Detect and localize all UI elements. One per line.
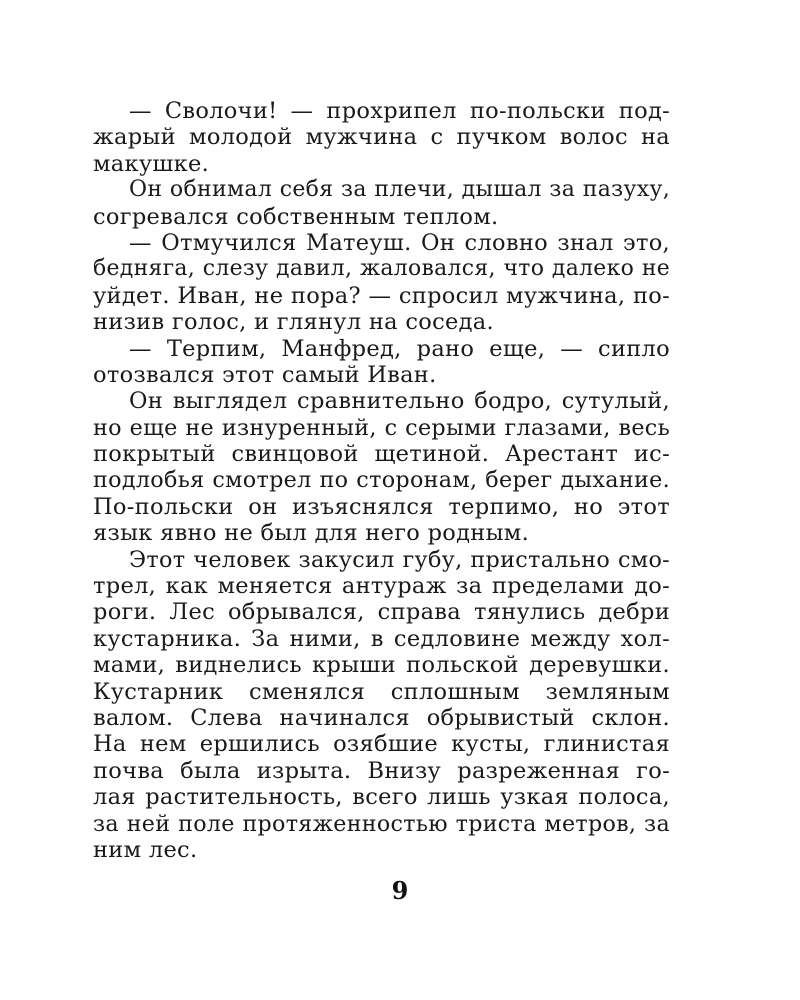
text-line: мами, виднелись крыши польской деревушки. — [93, 652, 670, 679]
text-line: — Отмучился Матеуш. Он словно знал это, — [129, 229, 670, 256]
text-line: отозвался этот самый Иван. — [93, 361, 437, 388]
paragraph — [93, 336, 670, 389]
text-line: подлобья смотрел по сторонам, берег дыхание. — [93, 467, 670, 494]
paragraph — [93, 177, 670, 230]
text-line: — Сволочи! — прохрипел по-польски под- — [129, 98, 670, 124]
paragraph — [93, 388, 670, 546]
text-line: согревался собственным теплом. — [93, 203, 499, 230]
text-line: Кустарник сменялся сплошным земляным — [93, 678, 670, 705]
text-line: покрытый свинцовой щетиной. Арестант ис- — [93, 441, 670, 468]
text-line: трел, как меняется антураж за пределами до- — [93, 573, 670, 600]
text-line: лая растительность, всего лишь узкая полоса, — [93, 784, 670, 811]
text-line: макушке. — [93, 150, 210, 177]
body-text — [93, 98, 670, 863]
text-line: бедняга, слезу давил, жаловался, что далеко не — [93, 256, 670, 282]
text-line: но еще не изнуренный, с серыми глазами, весь — [93, 414, 670, 441]
paragraph — [93, 98, 670, 177]
text-line: ним лес. — [93, 836, 198, 863]
text-line: роги. Лес обрывался, справа тянулись дебри — [93, 599, 670, 626]
text-line: за ней поле протяженностью триста метров, за — [93, 810, 670, 837]
text-line: кустарника. За ними, в седловине между хол- — [93, 625, 670, 652]
text-line: язык явно не был для него родным. — [93, 520, 530, 547]
text-line: Он обнимал себя за плечи, дышал за пазуху, — [129, 177, 670, 203]
text-line: Этот человек закусил губу, пристально смо- — [129, 546, 670, 573]
text-line: Он выглядел сравнительно бодро, сутулый, — [129, 388, 670, 415]
page-number: 9 — [391, 876, 409, 905]
text-line: жарый молодой мужчина с пучком волос на — [93, 124, 670, 151]
paragraph — [93, 230, 670, 336]
paragraph — [93, 547, 670, 864]
text-line: — Терпим, Манфред, рано еще, — сипло — [129, 335, 670, 362]
text-line: По-польски он изъяснялся терпимо, но этот — [93, 493, 670, 520]
text-line: уйдет. Иван, не пора? — спросил мужчина, по- — [93, 282, 670, 309]
text-line: На нем ершились озябшие кусты, глинистая — [93, 731, 670, 758]
text-line: почва была изрыта. Внизу разреженная го- — [93, 757, 670, 784]
text-line: низив голос, и глянул на соседа. — [93, 309, 494, 336]
text-line: валом. Слева начинался обрывистый склон. — [93, 704, 670, 731]
